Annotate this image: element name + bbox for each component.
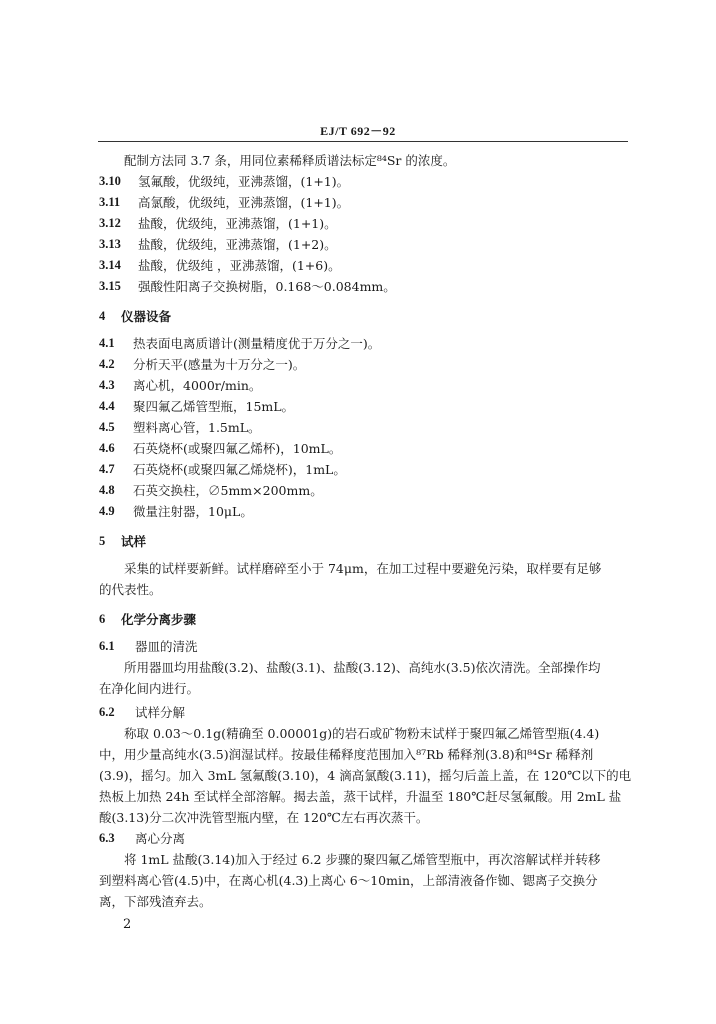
header-divider [98,141,628,142]
list-item: 4.9 微量注射器，10μL。 [99,504,253,519]
list-item: 3.12 盐酸，优级纯，亚沸蒸馏，(1+1)。 [99,216,337,231]
list-item: 3.15 强酸性阳离子交换树脂，0.168～0.084mm。 [99,279,396,294]
subsection-6-1-paragraph: 所用器皿均用盐酸(3.2)、盐酸(3.1)、盐酸(3.12)、高纯水(3.5)依次清洗。全部操作均 在净化间内进行。 [99,660,601,696]
section-5-paragraph: 采集的试样要新鲜。试样磨碎至小于 74μm，在加工过程中要避免污染，取样要有足够 的代表性。 [99,561,602,597]
list-item: 3.10 氢氟酸，优级纯，亚沸蒸馏，(1+1)。 [99,174,350,189]
list-item: 4.6 石英烧杯(或聚四氟乙烯杯)，10mL。 [99,441,342,456]
subsection-heading-6-2: 6.2 试样分解 [99,705,186,720]
list-item: 4.2 分析天平(感量为十万分之一)。 [99,357,306,372]
reagent-list [99,171,629,297]
list-item: 4.1 热表面电离质谱计(测量精度优于万分之一)。 [99,336,381,351]
page-number: 2 [123,917,132,932]
equipment-list [99,333,629,522]
list-item: 4.4 聚四氟乙烯管型瓶，15mL。 [99,399,295,414]
section-heading-6: 6 化学分离步骤 [99,612,197,627]
section-heading-4: 4 仪器设备 [99,309,172,324]
page-content [99,150,632,935]
list-item: 3.13 盐酸，优级纯，亚沸蒸馏，(1+2)。 [99,237,337,252]
subsection-heading-6-3: 6.3 离心分离 [99,831,186,846]
list-item: 3.11 高氯酸，优级纯，亚沸蒸馏，(1+1)。 [99,195,350,210]
section-heading-5: 5 试样 [99,534,147,549]
list-item: 4.3 离心机，4000r/min。 [99,378,262,393]
list-item: 3.14 盐酸，优级纯 ，亚沸蒸馏，(1+6)。 [99,258,341,273]
standard-code-header: EJ/T 692－92 [320,124,396,138]
subsection-6-2-paragraph: 称取 0.03～0.1g(精确至 0.00001g)的岩石或矿物粉末试样于聚四氟乙烯管型瓶(4.4) 中，用少量高纯水(3.5)润湿试样。按最佳稀释度范围加入⁸⁷Rb 稀释剂(3.8)和⁸⁴Sr 稀释剂 (3.9)，摇匀。加入 3mL 氢氟酸(3.10)，4 滴高氯酸(3.11)，摇匀后盖上盖，在 120℃以下的电 热板上加热 24h 至试样全部溶解。揭去盖，蒸干试样，升温至 180℃赶尽氢氟酸。用 2mL 盐 酸(3.13)分二次冲洗管型瓶内壁，在 120℃左右再次蒸干。 [99,726,632,825]
list-item: 4.8 石英交换柱，∅5mm×200mm。 [99,483,323,498]
intro-line: 配制方法同 3.7 条，用同位素稀释质谱法标定⁸⁴Sr 的浓度。 [124,153,456,168]
list-item: 4.5 塑料离心管，1.5mL。 [99,420,261,435]
subsection-6-3-paragraph: 将 1mL 盐酸(3.14)加入于经过 6.2 步骤的聚四氟乙烯管型瓶中，再次溶解试样并转移 到塑料离心管(4.5)中，在离心机(4.3)上离心 6～10min，上部清液备作铷、锶离子交换分 离，下部残渣弃去。 [99,852,601,909]
list-item: 4.7 石英烧杯(或聚四氟乙烯烧杯)，1mL。 [99,462,346,477]
subsection-heading-6-1: 6.1 器皿的清洗 [99,639,198,654]
